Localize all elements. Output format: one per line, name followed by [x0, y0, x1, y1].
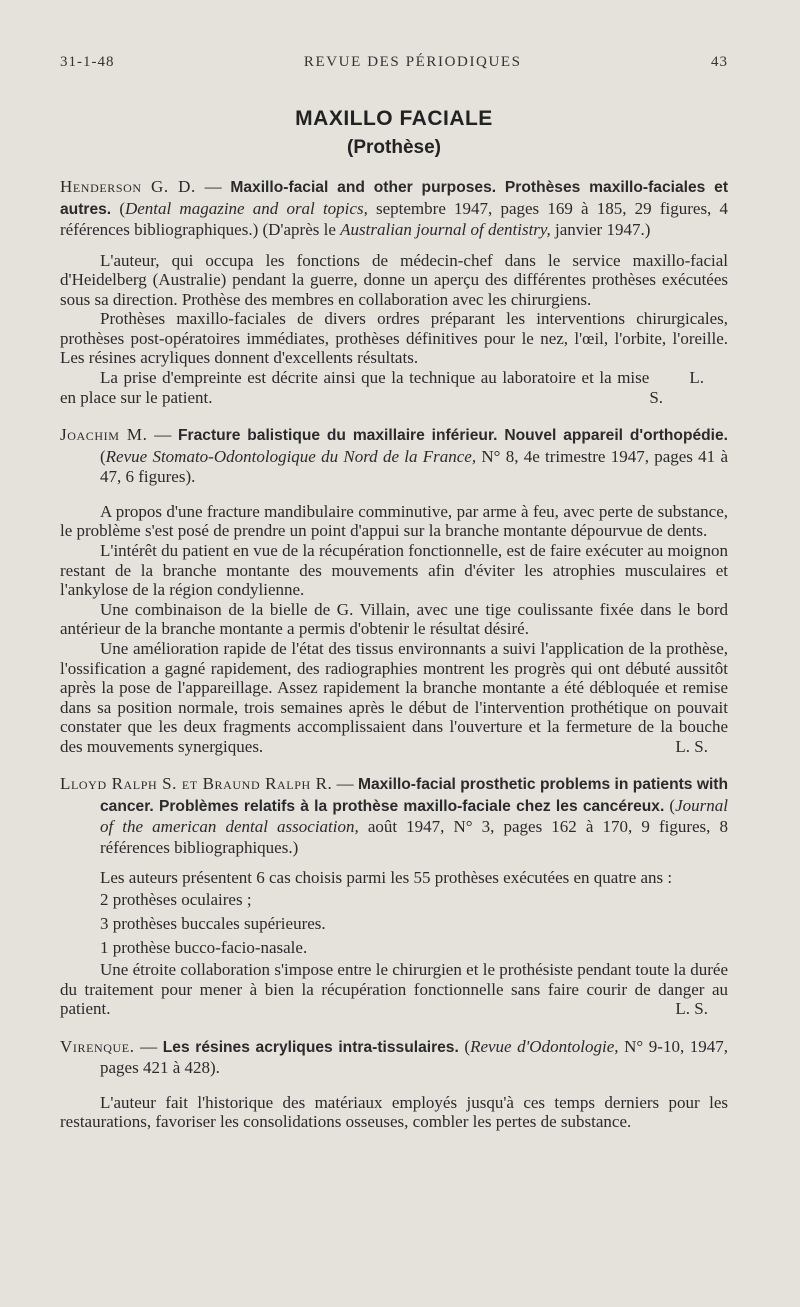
author: Virenque. [60, 1036, 135, 1056]
citation-pre: ( [100, 446, 106, 466]
article-entry [60, 177, 728, 407]
abstract-paragraph-signed [60, 368, 728, 407]
article-title: Maxillo-facial and other purposes. Prothèses maxillo-faciales et autres. [60, 179, 729, 218]
citation-pre: ( [458, 1036, 471, 1056]
list-item: 2 prothèses oculaires ; [100, 890, 252, 910]
citation-details-2: janvier 1947.) [550, 220, 651, 239]
abstract-text: La prise d'empreinte est décrite ainsi que la technique au laboratoire et la mise en place sur le patient. [60, 368, 650, 407]
article-entry [60, 425, 728, 756]
abstract-paragraph: Prothèses maxillo-faciales de divers ordres préparant les interventions chirurgicales, prothèses post-opératoires immédiates, prothèses définitives pour le nez, l'œil, l'orbite, l'oreille. Les résines acryliques donnent d'excellents résultats. [60, 309, 728, 368]
abstract-paragraph: A propos d'une fracture mandibulaire comminutive, par arme à feu, avec perte de substance, le problème s'est posé de prendre un point d'appui sur la branche montante dépourvue de dents. [60, 501, 728, 541]
separator: — [134, 1036, 163, 1056]
citation [60, 1037, 728, 1079]
author: Lloyd Ralph S. et Braund Ralph R. [60, 774, 333, 794]
header-date: 31-1-48 [60, 54, 115, 70]
article-title: Maxillo-facial prosthetic problems in patients with cancer. Problèmes relatifs à la prothèse maxillo-faciale chez les cancéreux. [100, 776, 729, 815]
abstract-text: Une amélioration rapide de l'état des tissus environnants a suivi l'application de la prothèse, l'ossification a gagné rapidement, des radiographies montrent les progrès qui ont débuté aussitôt après la pose de l'appareillage. Assez rapidement la branche montante a été débloquée et remise dans sa position normale, trois semaines après le début de l'intervention prothétique on pouvait constater que les deux fragments accomplissaient dans l'ouverture et la fermeture de la bouche des mouvements synergiques. [60, 638, 728, 756]
page [60, 54, 728, 1132]
author: Joachim M. [60, 425, 148, 445]
abstract-paragraph [60, 960, 728, 1019]
abstract-paragraph: Les auteurs présentent 6 cas choisis parmi les 55 prothèses exécutées en quatre ans : [100, 868, 673, 888]
article-title: Fracture balistique du maxillaire inférieur. Nouvel appareil d'orthopédie. [178, 427, 729, 445]
article-entry [60, 1037, 728, 1132]
citation-pre: ( [111, 198, 125, 218]
journal-name: Dental magazine and oral topics, [124, 198, 368, 218]
list-item: 3 prothèses buccales supérieures. [100, 914, 326, 934]
abstract-paragraph: Une combinaison de la bielle de G. Villain, avec une tige coulissante fixée dans le bord antérieur de la branche montante a permis d'obtenir le résultat désiré. [60, 599, 728, 639]
citation [60, 774, 728, 858]
citation [60, 425, 728, 488]
separator: — [147, 425, 178, 445]
running-header [60, 54, 728, 71]
citation-pre: ( [664, 795, 676, 815]
section-title: MAXILLO FACIALE [295, 107, 493, 130]
citation-details: N° 9-10, 1947, pages 421 à 428). [100, 1036, 729, 1078]
reviewer-signature: L. S. [675, 999, 708, 1019]
article-entry [60, 774, 728, 1018]
abstract-text: Une étroite collaboration s'impose entre le chirurgien et le prothésiste pendant toute la durée du traitement pour mener à bien la récupération fonctionnelle sans faire courir de danger au patient. [60, 960, 728, 1019]
page-number: 43 [711, 54, 728, 70]
reviewer-signature: L. S. [675, 736, 708, 756]
abstract-paragraph [60, 639, 728, 757]
citation-details: septembre 1947, pages 169 à 185, 29 figures, 4 références bibliographiques.) (D'après le [60, 198, 728, 239]
abstract-paragraph: L'auteur, qui occupa les fonctions de médecin-chef dans le service maxillo-facial d'Heidelberg (Australie) pendant la guerre, donne un aperçu des différentes prothèses exécutées sous sa direction. Prothèse des membres en collaboration avec les chirurgiens. [60, 250, 728, 309]
journal-name: Revue Stomato-Odontologique du Nord de la France, [105, 446, 477, 466]
separator: — [332, 774, 358, 794]
citation-details: août 1947, N° 3, pages 162 à 170, 9 figures, 8 références bibliographiques.) [100, 817, 728, 857]
abstract-paragraph: L'intérêt du patient en vue de la récupération fonctionnelle, est de faire exécuter au moignon restant de la branche montante des mouvements afin d'éviter les atrophies musculaires et l'ankylose de la région condylienne. [60, 540, 728, 600]
section-subtitle: (Prothèse) [347, 137, 441, 158]
section-heading [60, 107, 728, 159]
journal-name-2: Australian journal of dentistry, [340, 220, 551, 239]
journal-name: Revue d'Odontologie, [470, 1036, 619, 1056]
reviewer-signature: L. S. [649, 368, 704, 407]
separator: — [195, 177, 231, 196]
citation-details: N° 8, 4e trimestre 1947, pages 41 à 47, 6 figures). [100, 446, 728, 487]
citation [60, 177, 728, 241]
author: Henderson G. D. [60, 177, 196, 196]
header-title: REVUE DES PÉRIODIQUES [303, 54, 522, 70]
list-item: 1 prothèse bucco-facio-nasale. [100, 938, 308, 958]
article-title: Les résines acryliques intra-tissulaires. [162, 1038, 459, 1056]
abstract-paragraph: L'auteur fait l'historique des matériaux employés jusqu'à ces temps derniers pour les restaurations, favoriser les consolidations osseuses, combler les pertes de substance. [60, 1092, 728, 1132]
journal-name: Journal of the american dental association, [100, 795, 728, 837]
